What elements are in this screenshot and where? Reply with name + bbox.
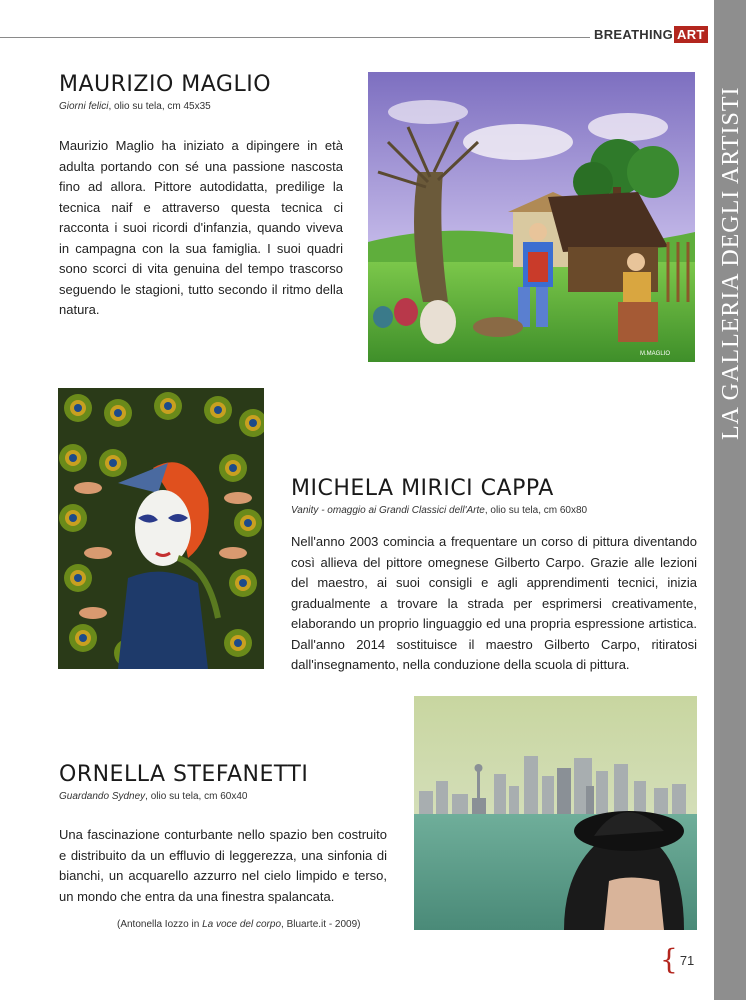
artwork-details: , olio su tela, cm 45x35 [108, 101, 211, 112]
artist-name: ORNELLA STEFANETTI [59, 762, 309, 787]
header-rule [0, 37, 590, 38]
page-number-value: 71 [679, 952, 695, 968]
painting-signature: M.MAGLIO [640, 351, 671, 357]
brand-accent: ART [674, 26, 708, 43]
page-number [660, 943, 695, 976]
artwork-caption [59, 101, 211, 112]
quote-prefix: (Antonella Iozzo in [117, 919, 203, 930]
critic-quote [117, 919, 361, 930]
painting-giorni-felici [368, 72, 695, 362]
artist-name: MAURIZIO MAGLIO [59, 72, 272, 97]
quote-title: La voce del corpo [202, 919, 282, 930]
artist-description: Una fascinazione conturbante nello spazio ben costruito e distribuito da un effluvio di leggerezza, una sinfonia di bianchi, un acquarello azzurro nel cielo limpido e terso, un mondo che entra da una finestra spalancata. [59, 827, 387, 904]
artwork-title: Guardando Sydney [59, 791, 146, 802]
artwork-caption [59, 791, 247, 802]
artist-description: Nell'anno 2003 comincia a frequentare un corso di pittura diventando così allieva del pittore omegnese Gilberto Carpo. Grazie alle lezioni del maestro, ai suoi consigli e agli apprendimenti tecnici, inizia gradualmente a trovare la strada per esprimersi creativamente, elaborando un proprio linguaggio ed una propria espressione artistica. Dall'anno 2014 sostituisce il maestro Gilberto Carpo, ritiratosi dall'insegnamento, nella conduzione della scuola di pittura. [291, 534, 697, 672]
brace-icon: { [660, 943, 678, 976]
artist-name: MICHELA MIRICI CAPPA [291, 476, 554, 501]
quote-suffix: , Bluarte.it - 2009) [281, 919, 361, 930]
artwork-details: , olio su tela, cm 60x80 [484, 505, 588, 516]
section-title-vertical: LA GALLERIA DEGLI ARTISTI [718, 86, 744, 440]
painting-guardando-sydney [414, 696, 697, 930]
artwork-details: , olio su tela, cm 60x40 [145, 791, 248, 802]
brand-main: BREATHING [594, 27, 674, 42]
artwork-caption [291, 505, 587, 516]
painting-vanity [58, 388, 264, 669]
artwork-title: Giorni felici [59, 101, 109, 112]
artwork-title: Vanity - omaggio ai Grandi Classici dell'Arte [291, 505, 485, 516]
magazine-brand [594, 26, 708, 43]
artist-description: Maurizio Maglio ha iniziato a dipingere in età adulta portando con sé una passione nascosta fino ad allora. Pittore autodidatta, predilige la tecnica naif e attraverso questa tecnica ci racconta i suoi ricordi d'infanzia, quando viveva in campagna con la sua famiglia. I suoi quadri sono scorci di vita genuina del tempo trascorso seguendo le stagioni, tutto secondo il ritmo della natura. [59, 138, 343, 317]
